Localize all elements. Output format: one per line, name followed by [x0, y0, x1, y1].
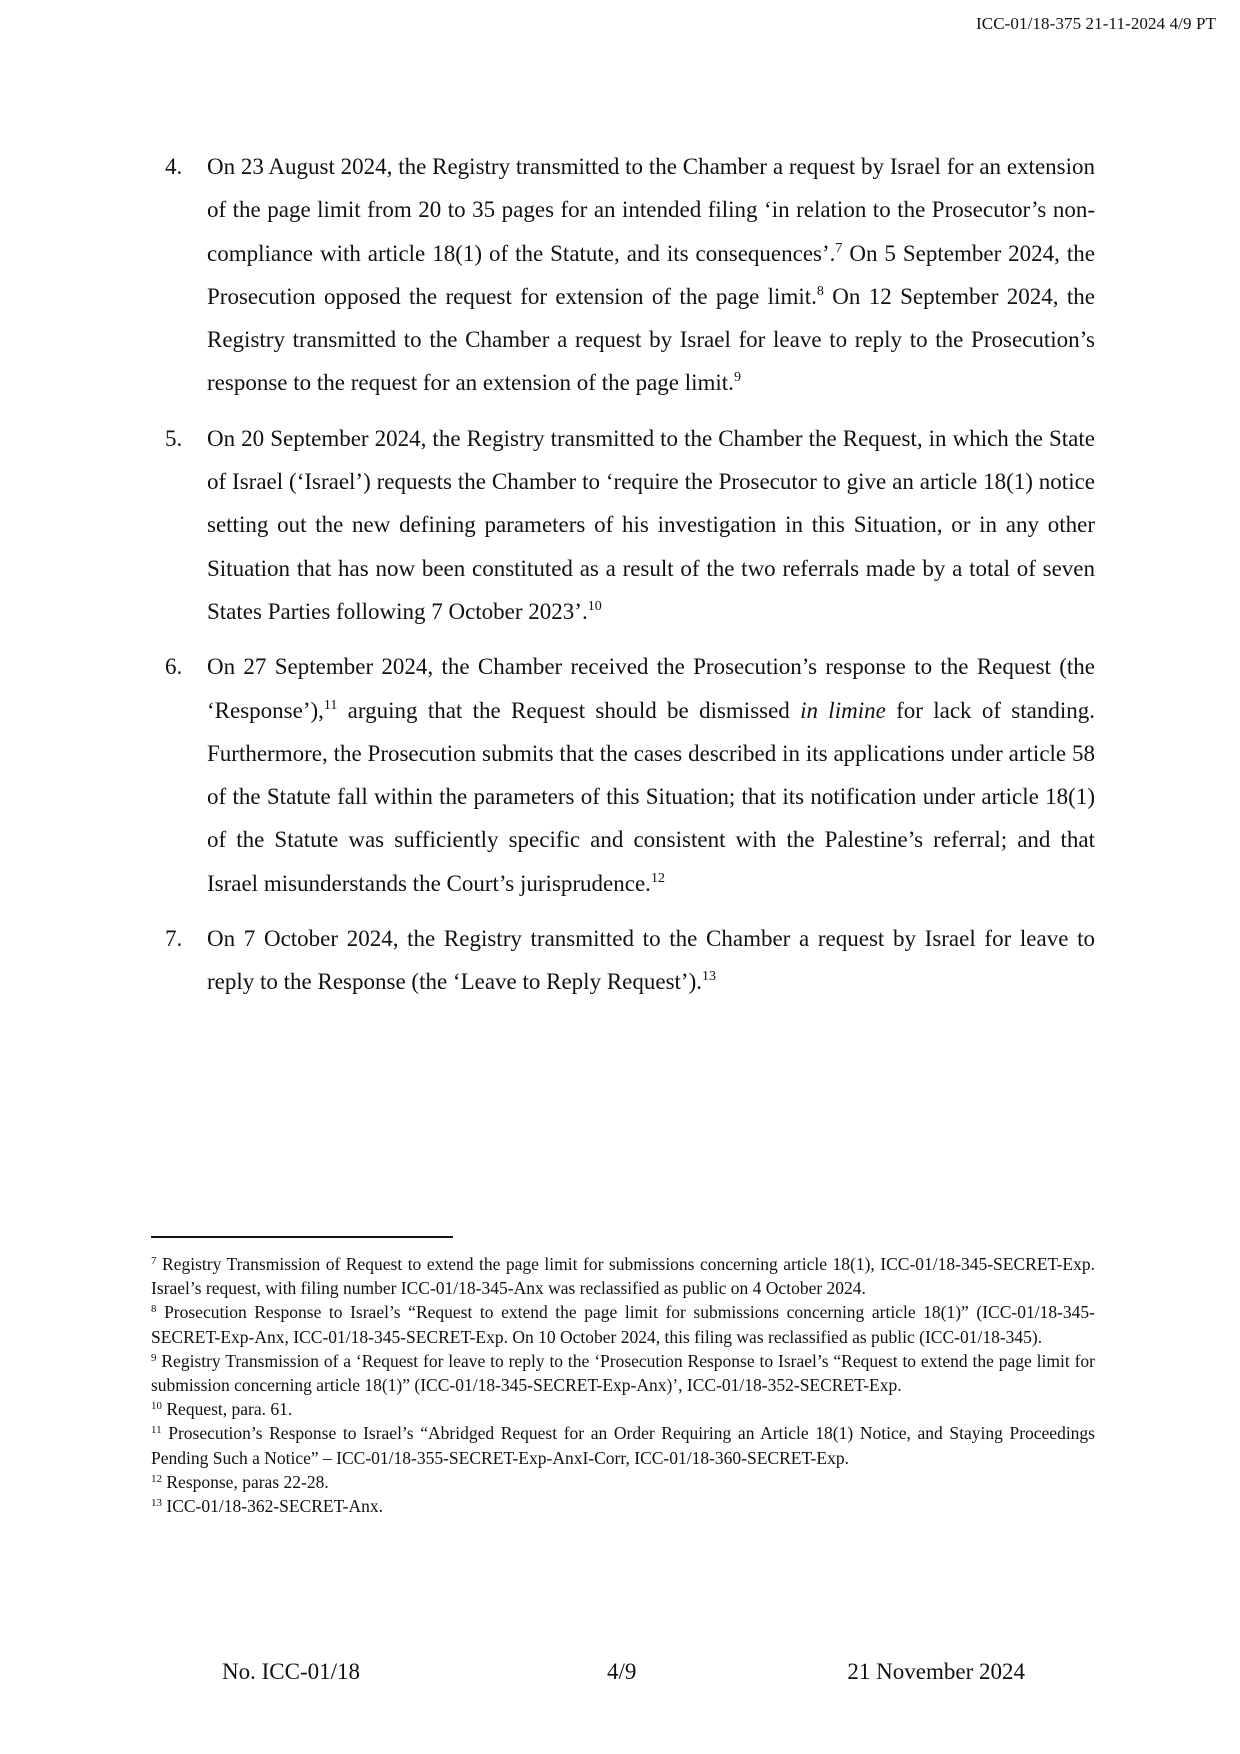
footnote-number: 10	[151, 1400, 162, 1413]
paragraph-text-part: On 12 September 2024, the Registry transmitted to the Chamber a request by Israel for leave to reply to the Prosecution’s response to the request for an extension of the page limit.	[207, 283, 1095, 396]
paragraph-text-part: On 23 August 2024, the Registry transmitted to the Chamber a request by Israel for an extension of the page limit from 20 to 35 pages for an intended filing ‘in relation to the Prosecutor’s non-compliance with article 18(1) of the Statute, and its consequences’.	[207, 154, 1095, 266]
paragraph-7	[165, 917, 1095, 1004]
footnote-text: Request, para. 61.	[162, 1399, 293, 1420]
paragraph-5	[165, 417, 1095, 633]
footnote-8	[151, 1300, 1095, 1348]
footnote-ref-7[interactable]: 7	[835, 240, 843, 256]
paragraph-text	[207, 645, 1095, 905]
footnote-11	[151, 1421, 1095, 1469]
footnote-number: 13	[151, 1497, 162, 1510]
footnote-number: 11	[151, 1424, 162, 1437]
footnote-number: 9	[151, 1351, 157, 1364]
paragraph-number: 5.	[165, 425, 183, 451]
footnote-text: Registry Transmission of Request to extend the page limit for submissions concerning article 18(1), ICC-01/18-345-SECRET-Exp. Israel’s request, with filing number ICC-01/18-345-Anx was reclassified as public on 4 October 2024.	[151, 1254, 1095, 1299]
paragraph-number: 7.	[165, 926, 183, 952]
paragraph-number: 4.	[165, 154, 183, 179]
footnote-text: Prosecution Response to Israel’s “Request to extend the page limit for submissions concerning article 18(1)” (ICC-01/18-345-SECRET-Exp-Anx, ICC-01/18-345-SECRET-Exp. On 10 October 2024, this filing was reclassified as public (ICC-01/18-345).	[151, 1302, 1095, 1347]
paragraph-text-part: arguing that the Request should be dismissed	[337, 697, 801, 723]
footnote-ref-9[interactable]: 9	[733, 370, 741, 386]
footnote-text: Response, paras 22-28.	[162, 1471, 329, 1492]
document-reference: ICC-01/18-375 21-11-2024 4/9 PT	[976, 14, 1216, 33]
footnote-number: 7	[151, 1255, 157, 1267]
footnote-separator	[151, 1236, 453, 1238]
paragraph-number: 6.	[165, 654, 183, 680]
paragraph-4	[165, 145, 1095, 405]
footnote-text: Prosecution’s Response to Israel’s “Abridged Request for an Order Requiring an Article 18(1) Notice, and Staying Proceedings Pending Such a Notice” – ICC-01/18-355-SECRET-Exp-AnxI-Corr, ICC-01/18-360-SECRET-Exp.	[151, 1423, 1095, 1468]
footnote-ref-8[interactable]: 8	[816, 283, 824, 299]
paragraphs-section	[165, 145, 1095, 1016]
paragraph-text-part: On 20 September 2024, the Registry transmitted to the Chamber the Request, in which the State of Israel (‘Israel’) requests the Chamber to ‘require the Prosecutor to give an article 18(1) notice setting out the new defining parameters of his investigation in this Situation, or in any other Situation that has now been constituted as a result of the two referrals made by a total of seven States Parties following 7 October 2023’.	[207, 425, 1095, 624]
footnote-9	[151, 1349, 1095, 1397]
footnote-13	[151, 1494, 1095, 1518]
paragraph-text	[207, 417, 1095, 633]
footnote-text: ICC-01/18-362-SECRET-Anx.	[162, 1496, 384, 1517]
footnote-12	[151, 1470, 1095, 1494]
footnote-number: 12	[151, 1472, 162, 1485]
page-number: 4/9	[607, 1659, 637, 1684]
case-number: No. ICC-01/18	[222, 1659, 360, 1684]
footnote-number: 8	[151, 1303, 157, 1316]
footnote-7	[151, 1252, 1095, 1300]
paragraph-text	[207, 145, 1095, 405]
footnote-ref-11[interactable]: 11	[323, 697, 338, 713]
footnote-ref-10[interactable]: 10	[587, 598, 602, 614]
document-date: 21 November 2024	[847, 1659, 1025, 1684]
footnotes-section	[151, 1252, 1095, 1518]
paragraph-text-part: for lack of standing. Furthermore, the Prosecution submits that the cases described in its applications under article 58 of the Statute fall within the parameters of this Situation; that its notification under article 18(1) of the Statute was sufficiently specific and consistent with the Palestine’s referral; and that Israel misunderstands the Court’s jurisprudence.	[207, 697, 1095, 896]
footnote-ref-13[interactable]: 13	[702, 969, 716, 985]
page-footer	[0, 1659, 1240, 1689]
paragraph-text-part: On 7 October 2024, the Registry transmitted to the Chamber a request by Israel for leave to reply to the Response (the ‘Leave to Reply Request’).	[207, 926, 1095, 995]
footnote-10	[151, 1397, 1095, 1421]
footnote-text: Registry Transmission of a ‘Request for leave to reply to the ‘Prosecution Response to Israel’s “Request to extend the page limit for submission concerning article 18(1)” (ICC-01/18-345-SECRET-Exp-Anx)’, ICC-01/18-352-SECRET-Exp.	[151, 1350, 1095, 1396]
paragraph-6	[165, 645, 1095, 905]
italic-phrase: in limine	[800, 697, 886, 723]
footnote-ref-12[interactable]: 12	[650, 870, 665, 886]
paragraph-text-part: On 27 September 2024, the Chamber received the Prosecution’s response to the Request (the ‘Response’),	[207, 654, 1095, 723]
paragraph-text	[207, 917, 1095, 1004]
paragraph-text-part: On 5 September 2024, the Prosecution opposed the request for extension of the page limit.	[207, 240, 1095, 309]
